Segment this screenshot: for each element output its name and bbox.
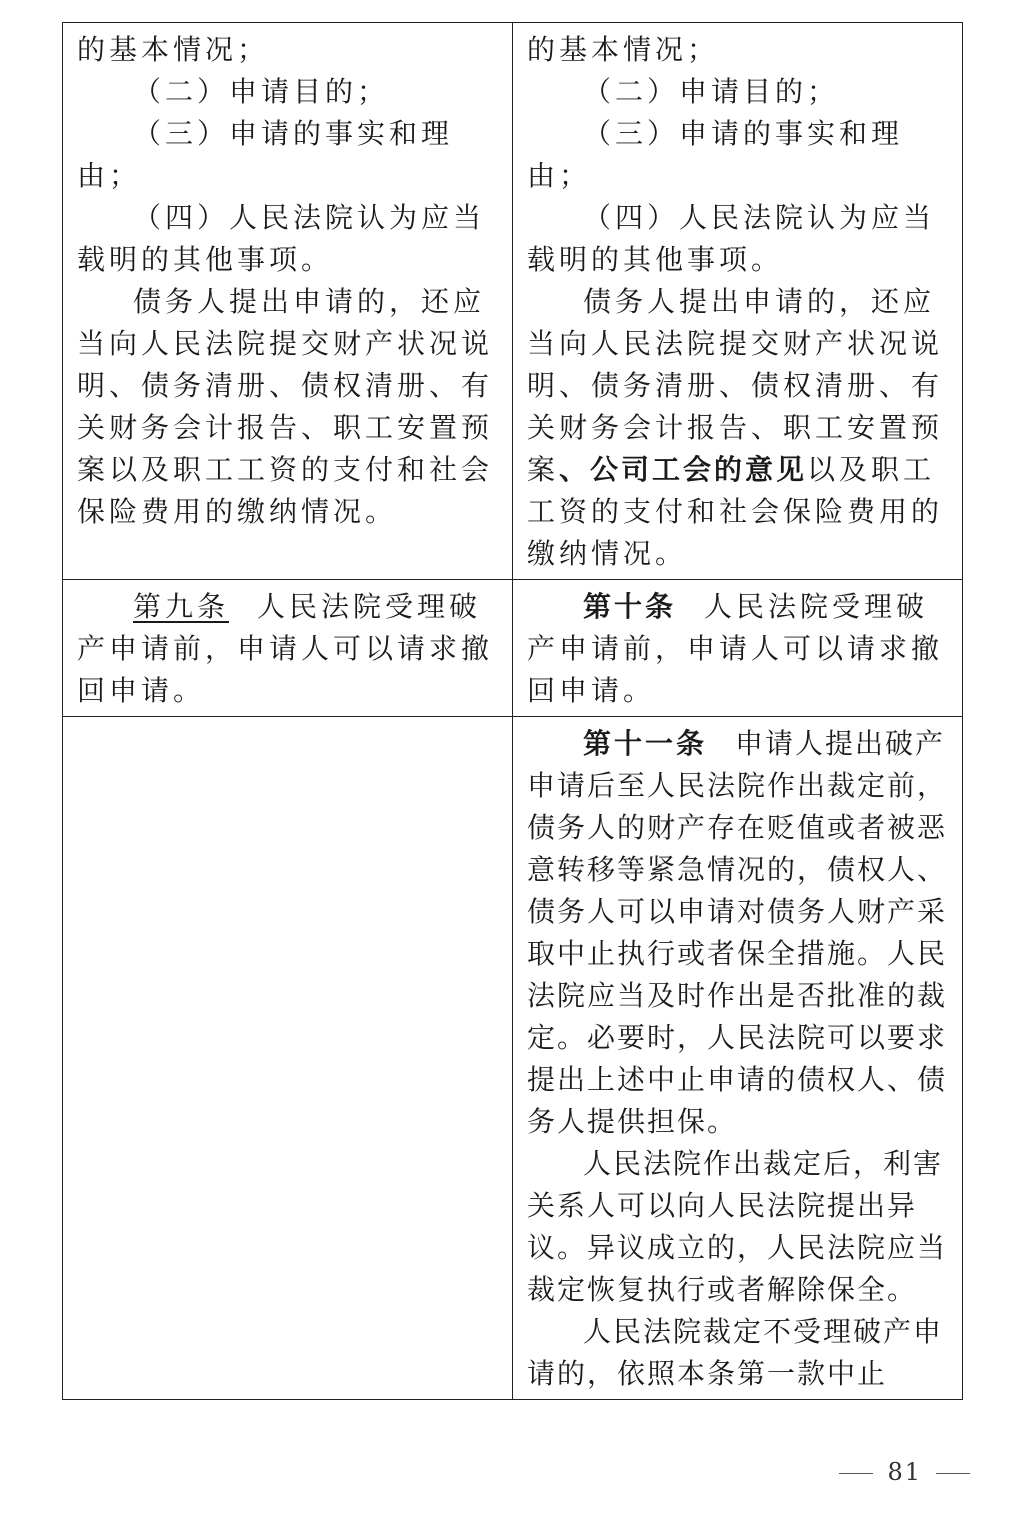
left-cell: [63, 580, 513, 717]
comparison-table: [62, 22, 963, 1400]
text-line: （二）申请目的；: [133, 75, 390, 108]
article-number-bold: 第十条: [583, 590, 677, 623]
footer-dash-left: [839, 1473, 873, 1474]
text-paragraph: 人民法院作出裁定后，利害关系人可以向人民法院提出异议。异议成立的，人民法院应当裁定恢复执行或者解除保全。: [527, 1147, 948, 1306]
table-row: [63, 580, 963, 717]
text-line: （四）人民法院认为应当载明的其他事项。: [527, 201, 936, 276]
article-paragraph: [527, 723, 948, 1143]
page-number: 81: [887, 1458, 922, 1486]
right-cell: [513, 580, 963, 717]
text-span: 债务人提出申请的，还应当向人民法院提交财产状况说明、债务清册、债权清册、有关财务会计报告、职工安置预案: [527, 285, 944, 486]
text-line: （三）申请的事实和理由；: [77, 117, 454, 192]
added-text-bold: 、公司工会的意见: [559, 453, 808, 486]
article-number-bold: 第十一条: [583, 727, 708, 760]
left-cell: [63, 23, 513, 580]
text-line: （二）申请目的；: [583, 75, 840, 108]
text-paragraph: 人民法院裁定不受理破产申请的，依照本条第一款中止: [527, 1315, 944, 1390]
article-text: 人民法院受理破产申请前，申请人可以请求撤回申请。: [77, 590, 494, 707]
table-row: [63, 717, 963, 1400]
text-span: 以及职工工资的支付和社会保险费用的缴纳情况。: [527, 453, 944, 570]
article-paragraph: [77, 586, 498, 712]
text-line: （三）申请的事实和理由；: [527, 117, 904, 192]
article-text: 申请人提出破产申请后至人民法院作出裁定前，债务人的财产存在贬值或者被恶意转移等紧急情况的，债权人、债务人可以申请对债务人财产采取中止执行或者保全措施。人民法院应当及时作出是否批准的裁定。必要时，人民法院可以要求提出上述中止申请的债权人、债务人提供担保。: [527, 727, 948, 1138]
article-text: 人民法院受理破产申请前，申请人可以请求撤回申请。: [527, 590, 944, 707]
footer-dash-right: [936, 1473, 970, 1474]
text-line: （四）人民法院认为应当载明的其他事项。: [77, 201, 486, 276]
right-cell: [513, 717, 963, 1400]
text-line: 的基本情况；: [527, 33, 720, 66]
page-footer: [825, 1458, 984, 1486]
table-row: [63, 23, 963, 580]
text-line: 债务人提出申请的，还应当向人民法院提交财产状况说明、债务清册、债权清册、有关财务会计报告、职工安置预案以及职工工资的支付和社会保险费用的缴纳情况。: [77, 285, 494, 528]
right-cell: [513, 23, 963, 580]
left-cell-empty: [63, 717, 513, 1400]
article-number-underlined: 第九条: [133, 590, 230, 623]
article-paragraph: [527, 586, 948, 712]
text-line: 的基本情况；: [77, 33, 270, 66]
text-paragraph: [527, 281, 948, 575]
